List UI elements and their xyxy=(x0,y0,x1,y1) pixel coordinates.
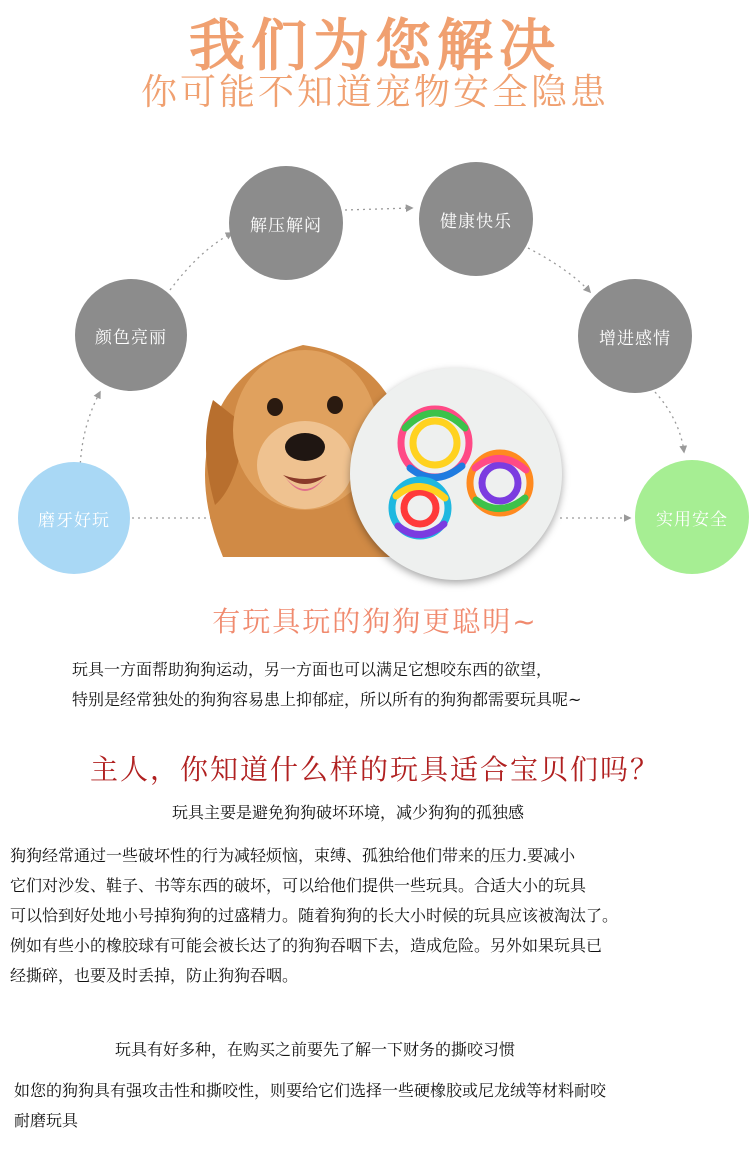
smart-dog-title: 有玩具玩的狗狗更聪明~ xyxy=(212,605,538,638)
paragraph2-line-1: 如您的狗狗具有强攻击性和撕咬性，则要给它们选择一些硬橡胶或尼龙绒等材料耐咬 xyxy=(14,1081,607,1100)
benefit-circle-safe xyxy=(635,460,749,574)
section1-line-2: 特别是经常独处的狗狗容易患上抑郁症，所以所有的狗狗都需要玩具呢~ xyxy=(72,690,582,709)
benefit-circle-color xyxy=(75,279,187,391)
benefit-circle-relief xyxy=(229,166,343,280)
paragraph1-line-1: 狗狗经常通过一些破坏性的行为减轻烦恼，束缚、孤独给他们带来的压力.要减小 xyxy=(10,846,576,865)
rope-ball-toy-image xyxy=(350,368,562,580)
paragraph1-line-4: 例如有些小的橡胶球有可能会被长达了的狗狗吞咽下去，造成危险。另外如果玩具已 xyxy=(10,936,603,955)
benefit-label: 磨牙好玩 xyxy=(38,510,110,531)
section1-line-1: 玩具一方面帮助狗狗运动，另一方面也可以满足它想咬东西的欲望， xyxy=(72,660,553,679)
headline-subtitle: 你可能不知道宠物安全隐患 xyxy=(140,72,609,113)
benefit-circle-chew xyxy=(18,462,130,574)
rope-ball-icon xyxy=(350,368,562,580)
toy-question-title: 主人，你知道什么样的玩具适合宝贝们吗？ xyxy=(89,753,660,786)
paragraph1-line-2: 它们对沙发、鞋子、书等东西的破坏，可以给他们提供一些玩具。合适大小的玩具 xyxy=(10,876,587,895)
section2-subtitle: 玩具主要是避免狗狗破坏环境，减少狗狗的孤独感 xyxy=(172,803,525,822)
benefit-label: 解压解闷 xyxy=(250,215,322,236)
benefit-label: 增进感情 xyxy=(599,328,671,349)
benefit-circle-health xyxy=(419,162,533,276)
paragraph1-line-5: 经撕碎，也要及时丢掉，防止狗狗吞咽。 xyxy=(10,966,299,985)
benefit-label: 健康快乐 xyxy=(440,211,512,232)
headline-title: 我们为您解决 xyxy=(189,14,561,79)
purchase-note: 玩具有好多种，在购买之前要先了解一下财务的撕咬习惯 xyxy=(115,1040,516,1059)
benefit-label: 实用安全 xyxy=(656,509,728,530)
benefit-label: 颜色亮丽 xyxy=(95,327,167,348)
paragraph2-line-2: 耐磨玩具 xyxy=(14,1111,79,1130)
benefit-circle-bond xyxy=(578,279,692,393)
paragraph1-line-3: 可以恰到好处地小号掉狗狗的过盛精力。随着狗狗的长大小时候的玩具应该被淘汰了。 xyxy=(10,906,619,925)
